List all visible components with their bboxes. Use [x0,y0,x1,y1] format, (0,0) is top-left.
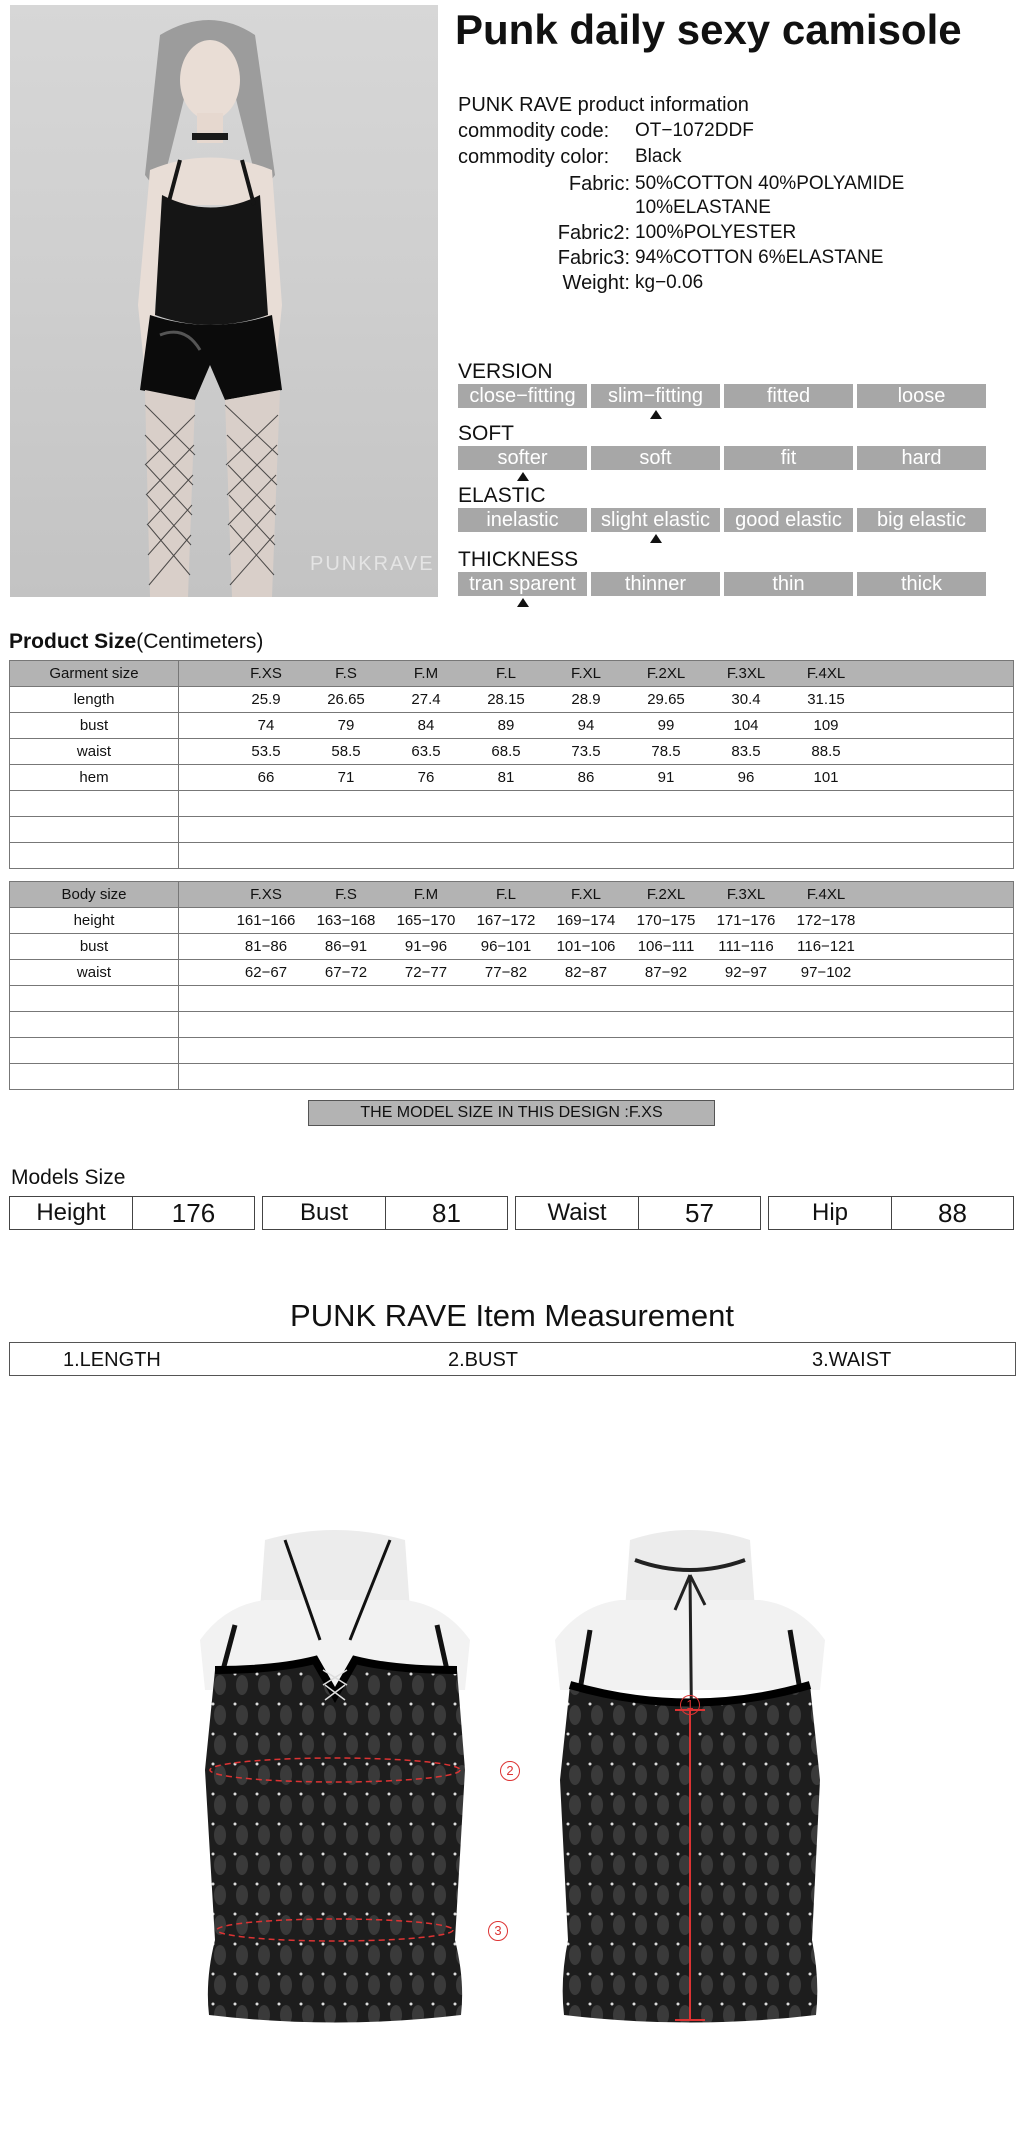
size-column-header: F.3XL [726,665,766,682]
version-scale [458,384,986,408]
size-column-header: F.XS [250,665,282,682]
body-size-header-label: Body size [10,882,179,908]
garment-size-header-label: Garment size [10,661,179,687]
table-cell: 101−106 [556,938,616,955]
version-title: VERSION [458,360,553,383]
empty-table-row [10,986,1014,1012]
thickness-title: THICKNESS [458,548,579,571]
table-cell: 94 [577,717,595,734]
table-cell: 84 [417,717,435,734]
fabric3-label: Fabric3: [557,247,630,269]
model-measure-label: Waist [516,1197,639,1229]
empty-table-row [10,791,1014,817]
table-cell: 106−111 [637,938,695,955]
table-row [10,765,1014,791]
row-label: bust [10,713,179,739]
table-cell: 99 [657,717,675,734]
size-column-header: F.4XL [806,665,846,682]
size-column-header: F.M [413,665,439,682]
product-size-heading [9,630,263,654]
table-cell: 111−116 [718,938,774,955]
table-row [10,908,1014,934]
commodity-code-label: commodity code: [458,120,610,142]
size-column-header: F.2XL [646,665,686,682]
callout-bust-number: 2 [500,1761,520,1781]
size-column-header: F.L [495,886,516,903]
table-cell: 26.65 [327,691,365,708]
elastic-option: inelastic [458,508,587,532]
table-cell: 78.5 [651,743,681,760]
size-column-header: F.4XL [806,886,846,903]
thickness-option: tran sparent [458,572,587,596]
size-column-header: F.XL [570,886,601,903]
table-cell: 96−101 [480,938,532,955]
table-cell: 89 [497,717,515,734]
table-cell: 170−175 [636,912,696,929]
measurement-item-waist: 3.WAIST [812,1349,892,1371]
weight-label: Weight: [562,272,630,294]
empty-table-row [10,817,1014,843]
table-cell: 96 [737,769,755,786]
version-option: fitted [724,384,853,408]
model-waist-box [515,1196,761,1230]
table-row [10,960,1014,986]
table-cell: 91 [657,769,675,786]
size-column-header: F.S [335,665,357,682]
table-cell: 161−166 [236,912,296,929]
row-label: height [10,908,179,934]
row-label: hem [10,765,179,791]
table-cell: 165−170 [396,912,456,929]
elastic-scale [458,508,986,532]
table-cell: 28.15 [487,691,525,708]
table-cell: 172−178 [796,912,856,929]
row-label: waist [10,739,179,765]
table-cell: 31.15 [807,691,845,708]
model-illustration [10,5,438,597]
table-cell: 101 [813,769,839,786]
empty-table-row [10,843,1014,869]
size-column-header: F.S [335,886,357,903]
model-size-note: THE MODEL SIZE IN THIS DESIGN :F.XS [308,1100,715,1126]
table-cell: 53.5 [251,743,281,760]
table-row [10,934,1014,960]
table-cell: 86−91 [324,938,368,955]
version-option: close−fitting [458,384,587,408]
thickness-option: thinner [591,572,720,596]
commodity-color-value: Black [635,146,682,167]
table-cell: 109 [813,717,839,734]
table-cell: 74 [257,717,275,734]
info-heading: PUNK RAVE product information [458,94,749,116]
table-cell: 25.9 [251,691,281,708]
weight-value: kg−0.06 [635,272,704,293]
measurement-item-length: 1.LENGTH [63,1349,161,1371]
table-cell: 171−176 [716,912,776,929]
table-cell: 86 [577,769,595,786]
model-measure-label: Bust [263,1197,386,1229]
thickness-option: thick [857,572,986,596]
product-size-heading-text: Product Size [9,630,137,653]
fabric2-label: Fabric2: [557,222,630,244]
table-cell: 62−67 [244,964,288,981]
version-option: slim−fitting [591,384,720,408]
soft-option: softer [458,446,587,470]
table-cell: 92−97 [724,964,768,981]
table-cell: 28.9 [571,691,601,708]
elastic-option: slight elastic [591,508,720,532]
model-measure-label: Hip [769,1197,892,1229]
empty-table-row [10,1064,1014,1090]
table-header-row [10,661,1014,687]
fabric-label: Fabric: [568,173,630,195]
model-height-box [9,1196,255,1230]
table-cell: 30.4 [731,691,761,708]
version-selected-marker-icon [650,410,662,419]
elastic-title: ELASTIC [458,484,546,507]
table-cell: 67−72 [324,964,368,981]
soft-option: fit [724,446,853,470]
row-label: bust [10,934,179,960]
version-option: loose [857,384,986,408]
size-column-header: F.XL [570,665,601,682]
table-header-row [10,882,1014,908]
elastic-option: big elastic [857,508,986,532]
table-cell: 71 [337,769,355,786]
callout-waist-number: 3 [488,1921,508,1941]
measurement-title: PUNK RAVE Item Measurement [290,1298,734,1333]
empty-table-row [10,1038,1014,1064]
product-size-unit: (Centimeters) [136,630,264,653]
table-cell: 58.5 [331,743,361,760]
elastic-selected-marker-icon [650,534,662,543]
table-row [10,713,1014,739]
garment-front-image [165,1520,505,2040]
table-cell: 169−174 [556,912,616,929]
thickness-selected-marker-icon [517,598,529,607]
soft-option: hard [857,446,986,470]
table-cell: 167−172 [476,912,536,929]
model-measure-label: Height [10,1197,133,1229]
body-size-header-values [179,882,1014,908]
thickness-scale [458,572,986,596]
size-column-header: F.2XL [646,886,686,903]
commodity-code-value: OT−1072DDF [635,120,754,141]
table-cell: 88.5 [811,743,841,760]
size-column-header: F.L [495,665,516,682]
soft-scale [458,446,986,470]
commodity-color-label: commodity color: [458,146,610,168]
thickness-option: thin [724,572,853,596]
table-cell: 83.5 [731,743,761,760]
measurement-item-bust: 2.BUST [448,1349,519,1371]
table-cell: 29.65 [647,691,685,708]
table-cell: 116−121 [797,938,855,955]
model-hip-box [768,1196,1014,1230]
model-bust-box [262,1196,508,1230]
table-cell: 73.5 [571,743,601,760]
table-cell: 81 [497,769,515,786]
table-cell: 72−77 [404,964,448,981]
row-label: length [10,687,179,713]
table-row [10,687,1014,713]
model-measure-value: 88 [938,1198,967,1228]
garment-size-header-values [179,661,1014,687]
table-cell: 27.4 [411,691,441,708]
size-column-header: F.XS [250,886,282,903]
model-measure-value: 176 [171,1198,216,1228]
garment-size-table [9,660,1014,869]
model-measure-value: 57 [685,1198,714,1228]
product-photo [10,5,438,597]
callout-length-number: 1 [680,1695,700,1715]
table-cell: 163−168 [316,912,376,929]
product-title: Punk daily sexy camisole [455,6,962,53]
table-cell: 104 [733,717,759,734]
soft-option: soft [591,446,720,470]
table-cell: 81−86 [244,938,288,955]
table-cell: 68.5 [491,743,521,760]
fabric-value-line2: 10%ELASTANE [635,197,771,218]
empty-table-row [10,1012,1014,1038]
table-cell: 91−96 [404,938,448,955]
table-cell: 82−87 [564,964,608,981]
table-cell: 79 [337,717,355,734]
table-cell: 76 [417,769,435,786]
soft-title: SOFT [458,422,514,445]
table-cell: 97−102 [800,964,852,981]
table-cell: 87−92 [644,964,688,981]
table-cell: 77−82 [484,964,528,981]
size-column-header: F.M [413,886,439,903]
fabric2-value: 100%POLYESTER [635,222,797,243]
body-size-table [9,881,1014,1090]
row-label: waist [10,960,179,986]
size-column-header: F.3XL [726,886,766,903]
table-cell: 66 [257,769,275,786]
table-row [10,739,1014,765]
fabric-value-line1: 50%COTTON 40%POLYAMIDE [635,173,905,194]
soft-selected-marker-icon [517,472,529,481]
table-cell: 63.5 [411,743,441,760]
garment-back-image [520,1520,860,2040]
models-size-heading: Models Size [11,1166,126,1189]
elastic-option: good elastic [724,508,853,532]
fabric3-value: 94%COTTON 6%ELASTANE [635,247,884,268]
photo-watermark: PUNKRAVE [310,553,435,575]
model-measure-value: 81 [432,1198,461,1228]
